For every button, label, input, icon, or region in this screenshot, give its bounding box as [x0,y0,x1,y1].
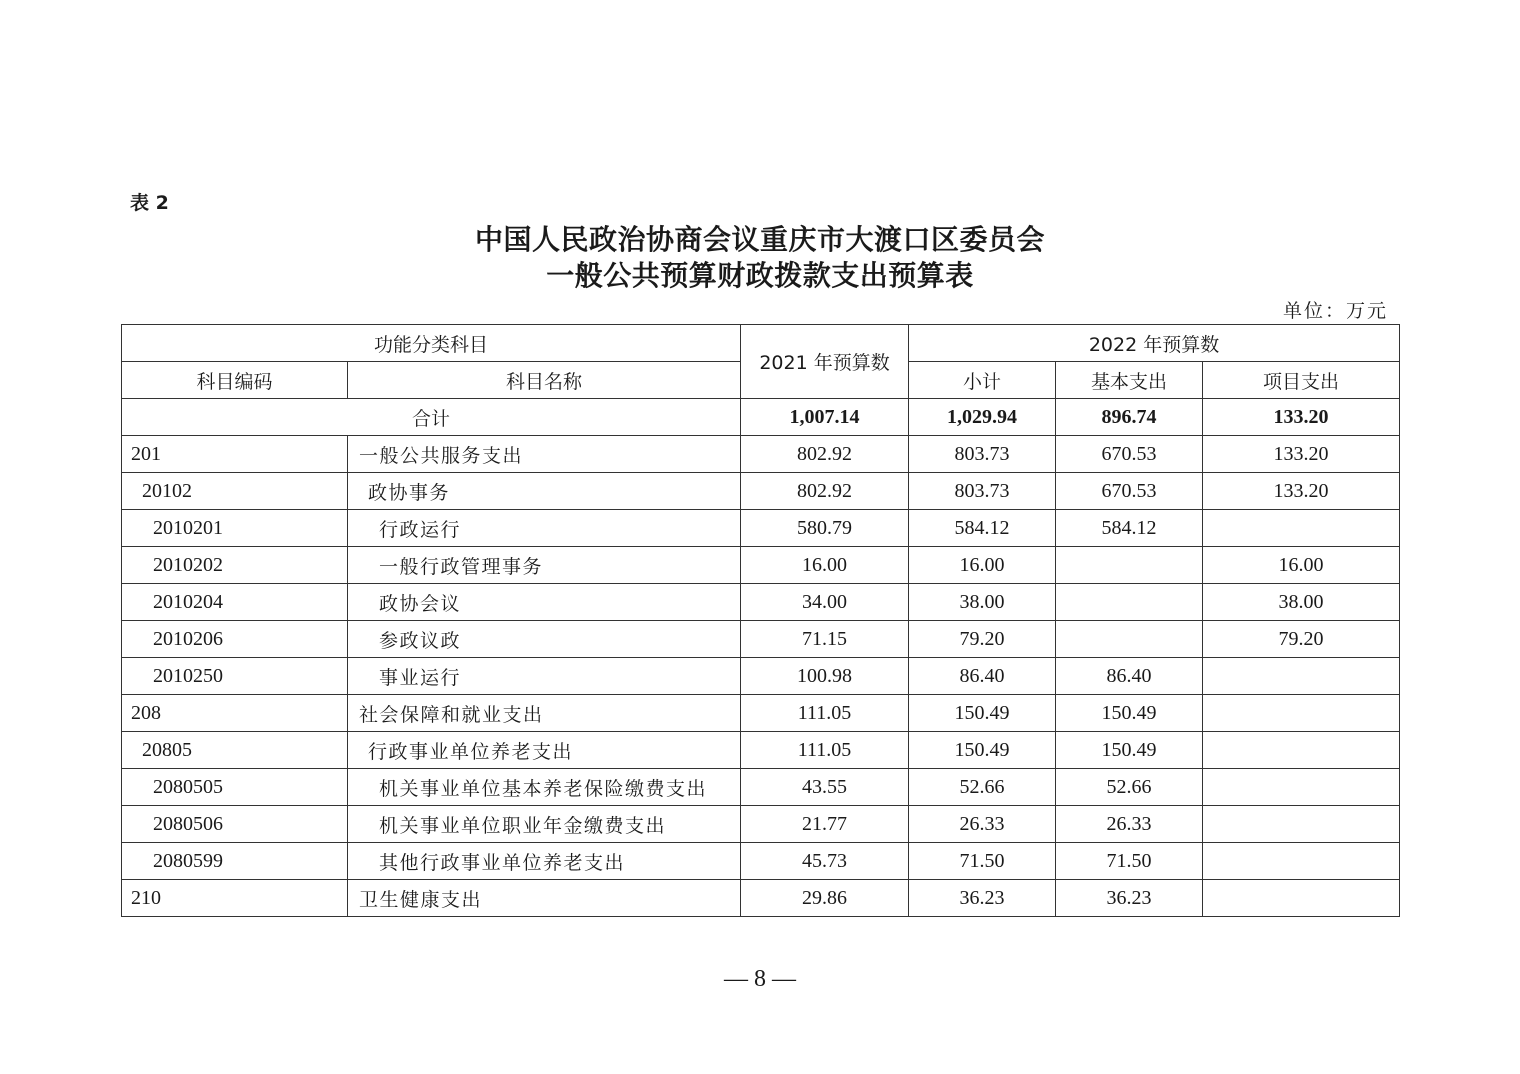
row-project [1203,843,1400,880]
row-code: 208 [122,695,348,732]
row-name: 其他行政事业单位养老支出 [348,843,741,880]
header-name: 科目名称 [348,362,741,399]
row-project: 38.00 [1203,584,1400,621]
row-name: 社会保障和就业支出 [348,695,741,732]
row-2021: 16.00 [741,547,909,584]
row-basic: 26.33 [1056,806,1203,843]
unit-label: 单位：万元 [1282,300,1388,322]
row-project [1203,510,1400,547]
row-name: 卫生健康支出 [348,880,741,917]
row-project [1203,806,1400,843]
row-name: 事业运行 [348,658,741,695]
row-code: 2010202 [122,547,348,584]
row-name: 参政议政 [348,621,741,658]
header-basic: 基本支出 [1056,362,1203,399]
row-basic [1056,547,1203,584]
row-basic: 670.53 [1056,436,1203,473]
row-2021: 802.92 [741,436,909,473]
row-subtotal: 71.50 [909,843,1056,880]
row-name: 一般行政管理事务 [348,547,741,584]
row-basic: 150.49 [1056,732,1203,769]
row-subtotal: 26.33 [909,806,1056,843]
row-code: 2010206 [122,621,348,658]
row-name: 机关事业单位基本养老保险缴费支出 [348,769,741,806]
header-subtotal: 小计 [909,362,1056,399]
row-project [1203,658,1400,695]
total-row [122,399,1400,436]
row-basic: 150.49 [1056,695,1203,732]
header-function-group: 功能分类科目 [122,325,741,362]
row-basic [1056,621,1203,658]
row-name: 政协事务 [348,473,741,510]
row-basic: 670.53 [1056,473,1203,510]
row-basic: 71.50 [1056,843,1203,880]
row-code: 2080505 [122,769,348,806]
row-code: 20102 [122,473,348,510]
header-project: 项目支出 [1203,362,1400,399]
total-basic: 896.74 [1056,399,1203,436]
row-code: 20805 [122,732,348,769]
table-row [122,547,1400,584]
row-code: 201 [122,436,348,473]
row-project: 133.20 [1203,473,1400,510]
page-number: — 8 — [724,966,796,992]
row-subtotal: 803.73 [909,436,1056,473]
row-project: 79.20 [1203,621,1400,658]
row-2021: 34.00 [741,584,909,621]
row-basic: 52.66 [1056,769,1203,806]
row-subtotal: 79.20 [909,621,1056,658]
row-basic: 584.12 [1056,510,1203,547]
header-2021-budget: 2021 年预算数 [741,325,909,399]
page-title-line2: 一般公共预算财政拨款支出预算表 [546,259,974,292]
row-2021: 43.55 [741,769,909,806]
page-title-line1: 中国人民政治协商会议重庆市大渡口区委员会 [474,223,1045,256]
row-2021: 111.05 [741,695,909,732]
row-2021: 100.98 [741,658,909,695]
table-row [122,584,1400,621]
row-code: 210 [122,880,348,917]
row-project [1203,880,1400,917]
row-project: 16.00 [1203,547,1400,584]
total-project: 133.20 [1203,399,1400,436]
header-2022-group: 2022 年预算数 [909,325,1400,362]
table-row [122,695,1400,732]
row-subtotal: 52.66 [909,769,1056,806]
table-row [122,732,1400,769]
table-row [122,843,1400,880]
row-subtotal: 16.00 [909,547,1056,584]
row-2021: 580.79 [741,510,909,547]
row-code: 2010250 [122,658,348,695]
row-project: 133.20 [1203,436,1400,473]
table-row [122,473,1400,510]
table-row [122,436,1400,473]
table-row [122,621,1400,658]
row-code: 2080599 [122,843,348,880]
table-label: 表 2 [130,192,169,214]
row-name: 行政事业单位养老支出 [348,732,741,769]
row-basic [1056,584,1203,621]
row-code: 2080506 [122,806,348,843]
row-2021: 111.05 [741,732,909,769]
table-row [122,769,1400,806]
row-code: 2010204 [122,584,348,621]
row-2021: 802.92 [741,473,909,510]
row-2021: 21.77 [741,806,909,843]
row-subtotal: 36.23 [909,880,1056,917]
table-row [122,880,1400,917]
row-subtotal: 150.49 [909,695,1056,732]
row-2021: 45.73 [741,843,909,880]
budget-table [121,324,1400,917]
table-row [122,510,1400,547]
row-subtotal: 584.12 [909,510,1056,547]
total-2021: 1,007.14 [741,399,909,436]
total-label: 合计 [122,399,741,436]
row-name: 行政运行 [348,510,741,547]
row-subtotal: 86.40 [909,658,1056,695]
row-basic: 36.23 [1056,880,1203,917]
row-basic: 86.40 [1056,658,1203,695]
row-subtotal: 803.73 [909,473,1056,510]
row-2021: 29.86 [741,880,909,917]
row-project [1203,732,1400,769]
total-subtotal: 1,029.94 [909,399,1056,436]
row-subtotal: 150.49 [909,732,1056,769]
row-name: 一般公共服务支出 [348,436,741,473]
table-row [122,806,1400,843]
table-row [122,658,1400,695]
row-name: 机关事业单位职业年金缴费支出 [348,806,741,843]
row-2021: 71.15 [741,621,909,658]
header-code: 科目编码 [122,362,348,399]
row-project [1203,695,1400,732]
row-name: 政协会议 [348,584,741,621]
row-subtotal: 38.00 [909,584,1056,621]
row-project [1203,769,1400,806]
row-code: 2010201 [122,510,348,547]
